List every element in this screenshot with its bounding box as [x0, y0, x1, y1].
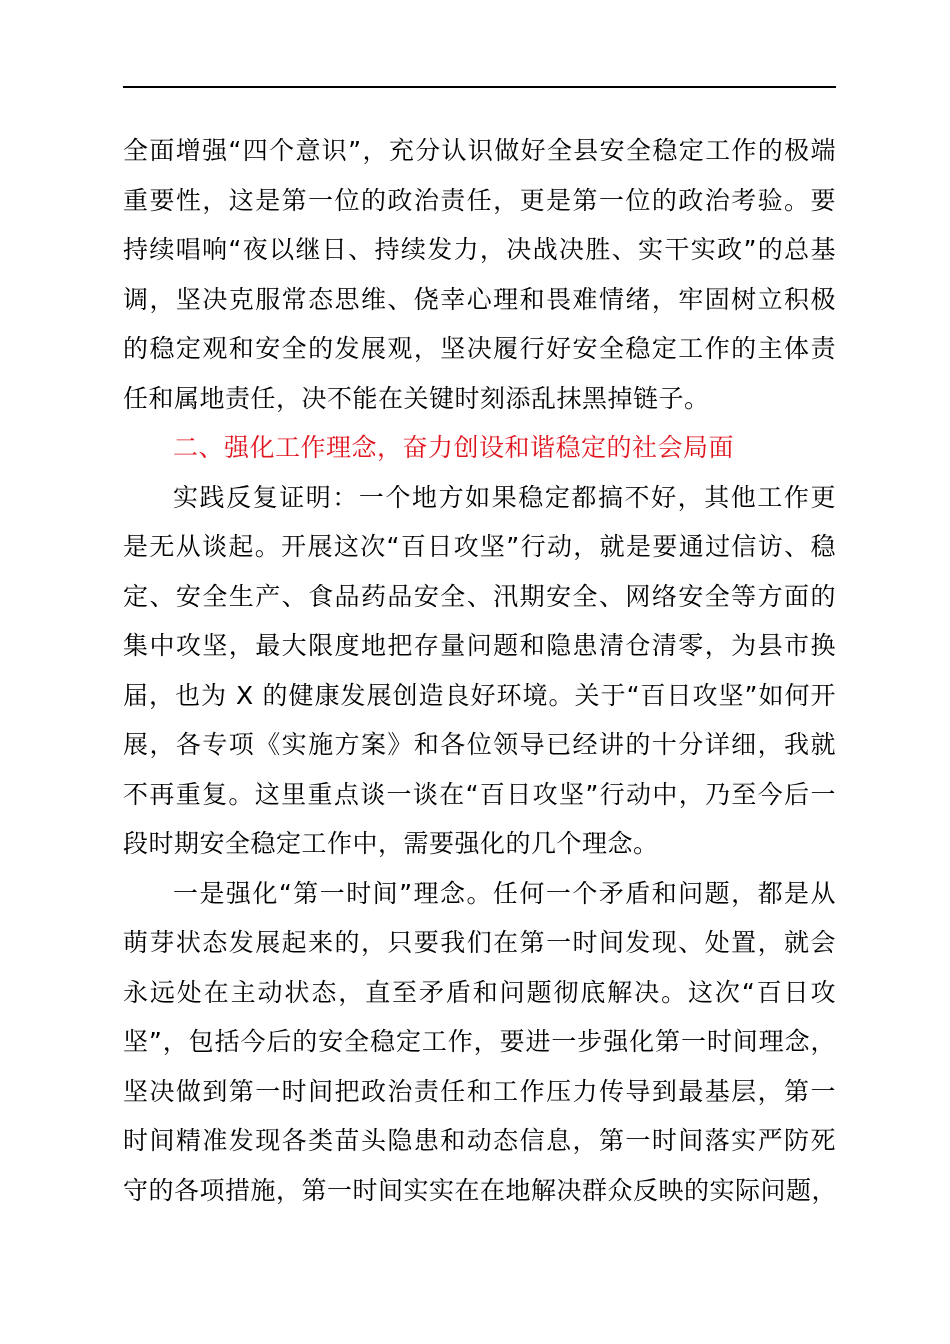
text-line: 的稳定观和安全的发展观，坚决履行好安全稳定工作的主体责 — [123, 334, 836, 363]
text-line: 段时期安全稳定工作中，需要强化的几个理念。 — [123, 829, 659, 858]
text-line: 坚决做到第一时间把政治责任和工作压力传导到最基层，第一 — [123, 1076, 836, 1106]
text-line: 重要性，这是第一位的政治责任，更是第一位的政治考验。要 — [123, 185, 836, 215]
text-line: 全面增强“四个意识”，充分认识做好全县安全稳定工作的极端 — [123, 136, 836, 165]
document-body — [123, 126, 836, 1215]
text-line: 届，也为 X 的健康发展创造良好环境。关于“百日攻坚”如何开 — [123, 680, 836, 710]
text-line: 永远处在主动状态，直至矛盾和问题彻底解决。这次“百日攻 — [123, 977, 836, 1007]
text-line: 是无从谈起。开展这次“百日攻坚”行动，就是要通过信访、稳 — [123, 532, 836, 561]
section-heading: 二、强化工作理念，奋力创设和谐稳定的社会局面 — [173, 433, 735, 462]
text-line: 任和属地责任，决不能在关键时刻添乱抹黑掉链子。 — [123, 383, 710, 413]
text-line: 时间精准发现各类苗头隐患和动态信息，第一时间落实严防死 — [123, 1126, 836, 1155]
text-line: 集中攻坚，最大限度地把存量问题和隐患清仓清零，为县市换 — [123, 631, 836, 660]
text-line: 实践反复证明：一个地方如果稳定都搞不好，其他工作更 — [173, 482, 836, 512]
text-line: 一是强化“第一时间”理念。任何一个矛盾和问题，都是从 — [173, 878, 836, 908]
header-rule — [123, 86, 836, 88]
text-line: 定、安全生产、食品药品安全、汛期安全、网络安全等方面的 — [123, 581, 836, 611]
text-line: 萌芽状态发展起来的，只要我们在第一时间发现、处置，就会 — [123, 928, 836, 957]
text-line: 持续唱响“夜以继日、持续发力，决战决胜、实干实政”的总基 — [123, 235, 836, 264]
text-line: 调，坚决克服常态思维、侥幸心理和畏难情绪，牢固树立积极 — [123, 284, 836, 314]
text-line: 坚”，包括今后的安全稳定工作，要进一步强化第一时间理念， — [123, 1027, 836, 1056]
text-line: 不再重复。这里重点谈一谈在“百日攻坚”行动中，乃至今后一 — [123, 779, 836, 809]
text-line: 展，各专项《实施方案》和各位领导已经讲的十分详细，我就 — [123, 730, 836, 759]
text-line: 守的各项措施，第一时间实实在在地解决群众反映的实际问题， — [123, 1175, 838, 1205]
